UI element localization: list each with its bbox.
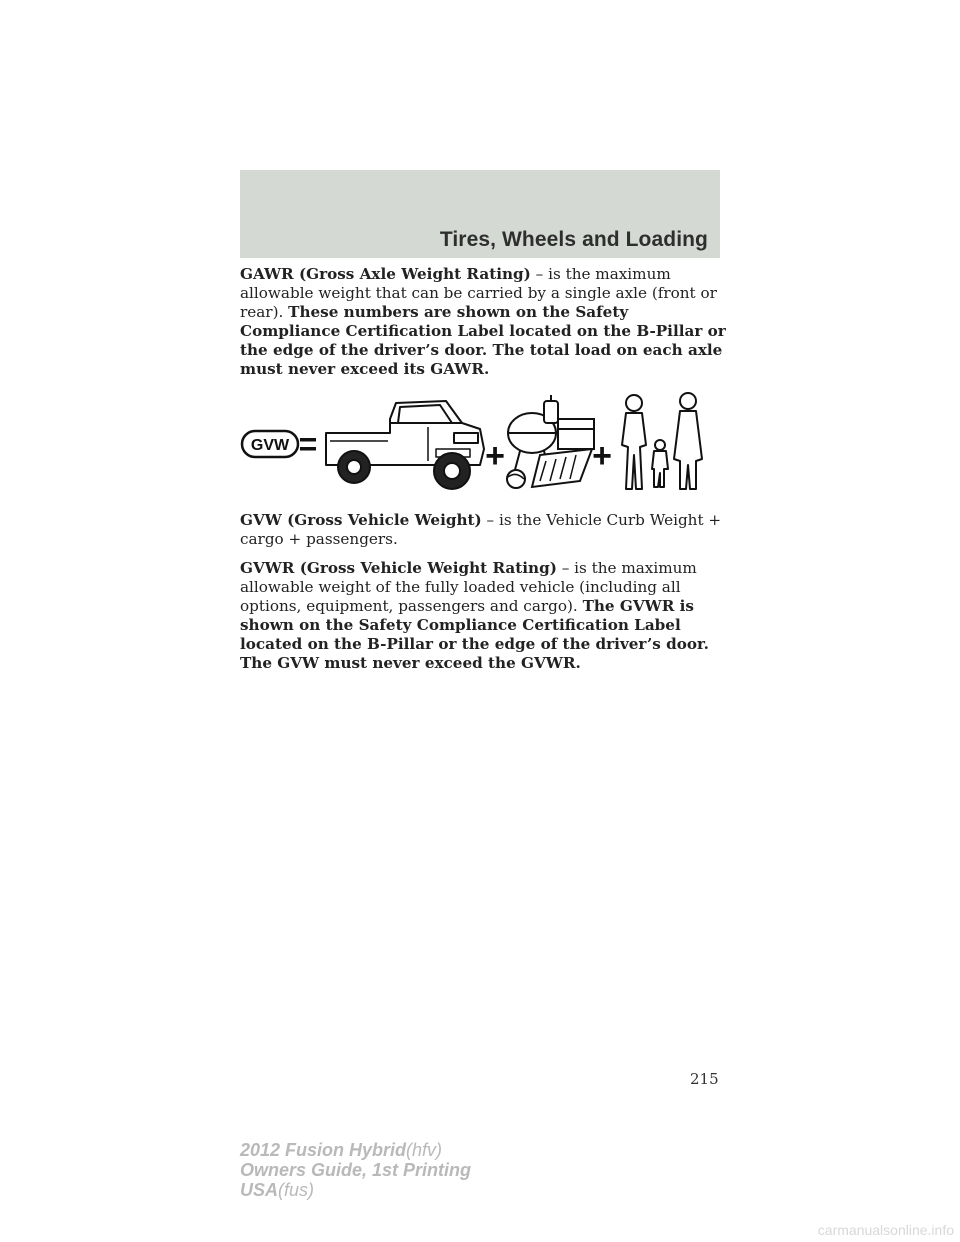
footer-market-code: (fus) <box>278 1180 315 1200</box>
footer-line-2: Owners Guide, 1st Printing <box>240 1160 472 1180</box>
gvw-paragraph <box>240 511 730 549</box>
cargo-icon <box>507 395 594 488</box>
gvw-term: GVW (Gross Vehicle Weight) <box>240 511 482 529</box>
equals-sign: = <box>298 426 318 462</box>
footer-line-3 <box>240 1180 471 1200</box>
gvw-label <box>242 431 298 457</box>
gawr-text: – is the maximum allowable weight that can be carried by a single axle (front or rear). <box>240 265 717 321</box>
gvwr-text: – is the maximum allowable weight of the fully loaded vehicle (including all options, equipment, passengers and cargo). <box>240 559 697 615</box>
gvw-illustration <box>240 389 730 499</box>
footer-market: USA <box>240 1180 279 1200</box>
gvw-text: – is the Vehicle Curb Weight + cargo + passengers. <box>240 511 722 548</box>
pickup-truck-icon <box>326 401 484 489</box>
gvwr-term: GVWR (Gross Vehicle Weight Rating) <box>240 559 557 577</box>
footer <box>240 1140 471 1200</box>
footer-model-code: (hfv) <box>406 1140 443 1160</box>
watermark: carmanualsonline.info <box>817 1222 954 1238</box>
gvw-label-text: GVW <box>250 437 290 454</box>
passengers-icon <box>622 393 702 489</box>
gvwr-paragraph <box>240 559 730 673</box>
header-band <box>240 170 720 258</box>
gawr-emphasis: These numbers are shown on the Safety Compliance Certification Label located on the B-Pillar or the edge of the driver’s door. The total load on each axle must never exceed its GAWR. <box>240 303 726 378</box>
gawr-term: GAWR (Gross Axle Weight Rating) <box>240 265 531 283</box>
footer-model: 2012 Fusion Hybrid <box>240 1140 407 1160</box>
plus-sign-2: + <box>592 437 612 475</box>
gvwr-emphasis: The GVWR is shown on the Safety Compliance Certification Label located on the B-Pillar or the edge of the driver’s door. The GVW must never exceed the GVWR. <box>240 597 709 672</box>
footer-line-1 <box>240 1140 471 1160</box>
page-number: 215 <box>690 1070 719 1088</box>
section-title: Tires, Wheels and Loading <box>439 228 708 251</box>
gawr-paragraph <box>240 265 730 379</box>
page-content <box>240 265 730 683</box>
plus-sign-1: + <box>485 437 505 475</box>
